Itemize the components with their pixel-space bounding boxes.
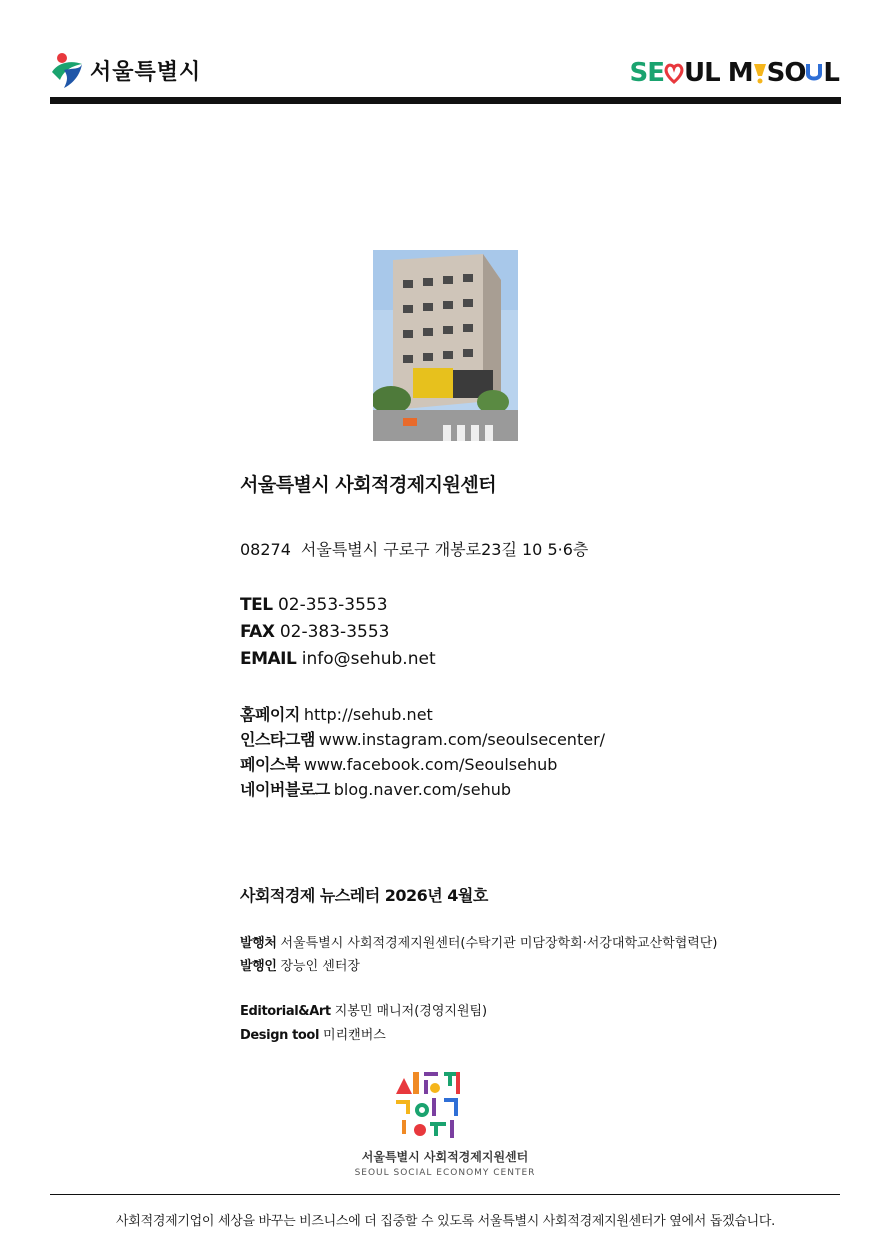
naver-blog-label: 네이버블로그: [240, 780, 330, 799]
link-homepage: [240, 702, 433, 725]
homepage-url[interactable]: http://sehub.net: [303, 705, 433, 724]
contact-email: [240, 649, 436, 669]
publisher-label: 발행처: [240, 936, 277, 951]
facebook-url[interactable]: www.facebook.com/Seoulsehub: [303, 755, 558, 774]
seoul-logo-text: 서울특별시: [90, 59, 202, 85]
naver-blog-url[interactable]: blog.naver.com/sehub: [333, 780, 512, 799]
editorial-value: 지봉민 매니저(경영지원팀): [334, 1004, 488, 1019]
tel-value[interactable]: 02-353-3553: [277, 595, 388, 615]
building-photo: [373, 250, 518, 441]
contact-tel: [240, 595, 388, 615]
email-label: EMAIL: [240, 649, 297, 669]
brand-part-2: UL M: [683, 58, 753, 88]
editorial-label: Editorial&Art: [240, 1004, 331, 1019]
issuer-line: [240, 955, 360, 974]
tel-label: TEL: [240, 595, 273, 615]
seoul-my-soul-logo: [629, 58, 839, 88]
instagram-label: 인스타그램: [240, 730, 315, 749]
fax-value: 02-383-3553: [279, 622, 390, 642]
instagram-url[interactable]: www.instagram.com/seoulsecenter/: [318, 730, 606, 749]
design-tool-line: [240, 1024, 386, 1043]
center-logo-english: SEOUL SOCIAL ECONOMY CENTER: [354, 1168, 536, 1178]
email-link[interactable]: info@sehub.net: [301, 649, 436, 669]
footer-divider: [50, 1194, 840, 1195]
brand-part-4: L: [823, 58, 839, 88]
publisher-line: [240, 932, 717, 951]
design-tool-label: Design tool: [240, 1028, 320, 1043]
issuer-value: 장능인 센터장: [280, 959, 360, 974]
design-tool-value: 미리캔버스: [323, 1028, 386, 1043]
editorial-line: [240, 1000, 487, 1019]
link-naver-blog: [240, 777, 511, 800]
center-logo-name: 서울특별시 사회적경제지원센터: [361, 1150, 529, 1164]
social-economy-mark-icon: [340, 1068, 550, 1144]
seoul-emblem-icon: [50, 50, 86, 90]
link-facebook: [240, 752, 557, 775]
org-title: 서울특별시 사회적경제지원센터: [240, 474, 497, 496]
exclamation-y-icon: [753, 62, 767, 84]
brand-part-1: SE: [629, 58, 664, 88]
contact-fax: [240, 622, 389, 642]
smile-u-icon: [805, 62, 823, 84]
page-header: [50, 40, 841, 104]
facebook-label: 페이스북: [240, 755, 300, 774]
center-logo: [340, 1068, 550, 1183]
zip-code: 08274: [240, 540, 291, 559]
issuer-label: 발행인: [240, 959, 277, 974]
footer-tagline: 사회적경제기업이 세상을 바꾸는 비즈니스에 더 집중할 수 있도록 서울특별시 사회적경제지원센터가 옆에서 돕겠습니다.: [116, 1214, 775, 1229]
address: [240, 537, 588, 560]
newsletter-title: 사회적경제 뉴스레터 2026년 4월호: [240, 886, 488, 905]
fax-label: FAX: [240, 622, 275, 642]
heart-o-icon: [664, 62, 684, 84]
header-divider: [50, 97, 841, 104]
homepage-label: 홈페이지: [240, 705, 300, 724]
seoul-city-logo: [50, 48, 201, 92]
link-instagram: [240, 727, 605, 750]
street-address: 서울특별시 구로구 개봉로23길 10 5·6층: [300, 540, 589, 559]
publisher-value: 서울특별시 사회적경제지원센터(수탁기관 미담장학회·서강대학교산학협력단): [280, 936, 718, 951]
brand-part-3: SO: [766, 58, 806, 88]
